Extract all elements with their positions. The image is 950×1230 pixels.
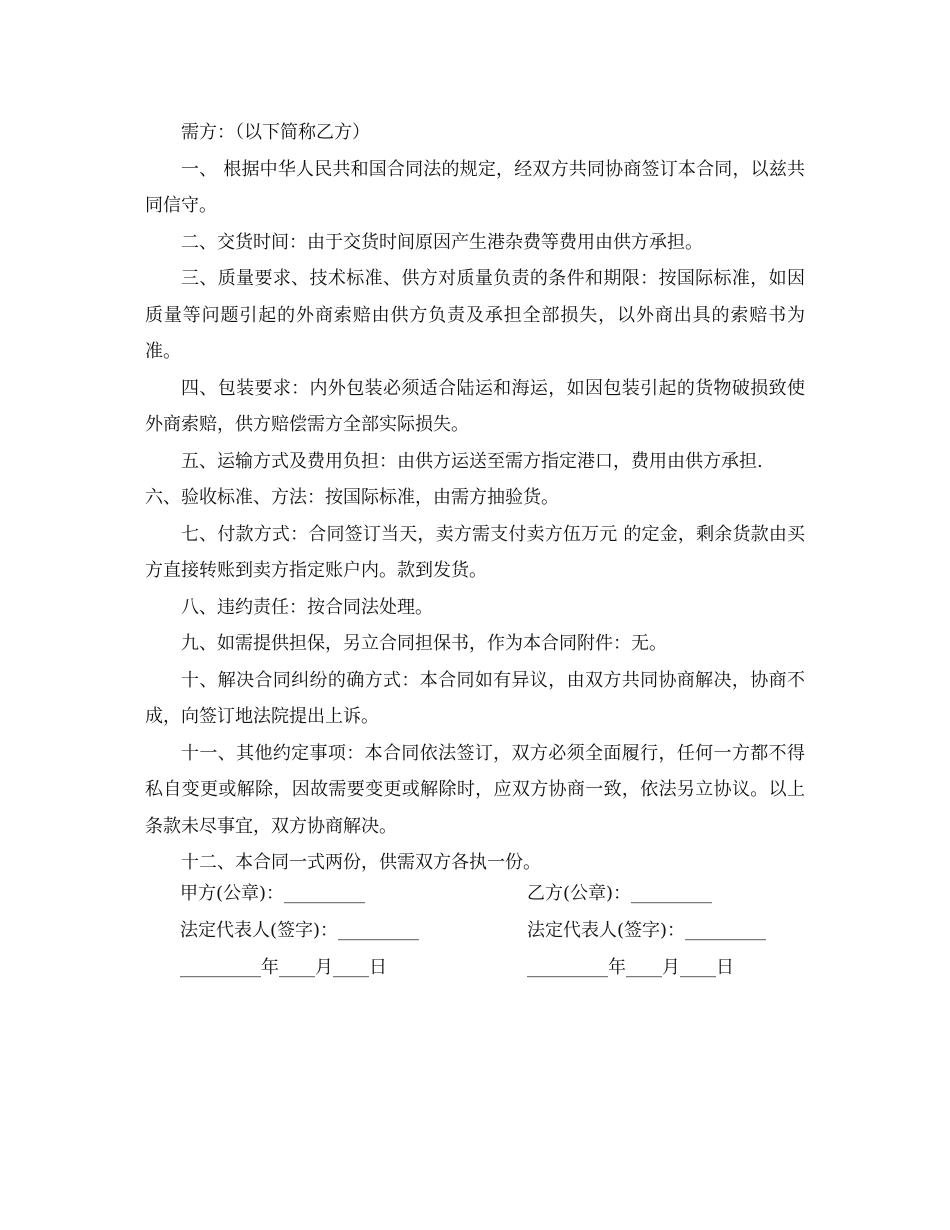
party-a-date: _________年____月____日: [180, 957, 387, 978]
clause-11: 十一、其他约定事项：本合同依法签订，双方必须全面履行，任何一方都不得私自变更或解除，因故需要变更或解除时，应双方协商一致，依法另立协议。以上条款未尽事宜，双方协商解决。: [145, 742, 805, 837]
date-row: [180, 950, 820, 987]
party-b-seal: 乙方(公章)：_________: [527, 883, 713, 904]
clause-7: 七、付款方式：合同签订当天，卖方需支付卖方伍万元 的定金，剩余货款由买方直接转账到卖方指定账户内。款到发货。: [145, 523, 805, 581]
party-b-date: _________年____月____日: [527, 957, 734, 978]
buyer-line: 需方：（以下简称乙方）: [181, 122, 370, 143]
clause-6: 六、验收标准、方法：按国际标准，由需方抽验货。: [145, 487, 559, 508]
clause-10: 十、解决合同纠纷的确方式：本合同如有异议，由双方共同协商解决，协商不成，向签订地法院提出上诉。: [145, 669, 805, 727]
clause-1: 一、 根据中华人民共和国合同法的规定，经双方共同协商签订本合同，以兹共同信守。: [145, 158, 805, 216]
clause-5: 五、运输方式及费用负担：由供方运送至需方指定港口，费用由供方承担.: [181, 450, 763, 472]
representative-row: [180, 913, 820, 950]
clause-8: 八、违约责任：按合同法处理。: [181, 596, 433, 618]
clause-3: 三、质量要求、技术标准、供方对质量负责的条件和期限：按国际标准，如因质量等问题引起的外商索赔由供方负责及承担全部损失，以外商出具的索赔书为准。: [145, 268, 805, 362]
party-a-seal: 甲方(公章)：_________: [180, 883, 366, 904]
party-b-representative: 法定代表人(签字)：_________: [527, 920, 767, 941]
signature-block: [180, 876, 820, 987]
seal-row: [180, 876, 820, 913]
clause-4: 四、包装要求：内外包装必须适合陆运和海运，如因包装引起的货物破损致使外商索赔，供方赔偿需方全部实际损失。: [145, 377, 805, 435]
party-a-representative: 法定代表人(签字)：_________: [180, 920, 420, 941]
contract-body: [145, 115, 805, 882]
clause-2: 二、交货时间：由于交货时间原因产生港杂费等费用由供方承担。: [181, 231, 703, 253]
clause-12: 十二、本合同一式两份，供需双方各执一份。: [181, 852, 541, 873]
clause-9: 九、如需提供担保，另立合同担保书，作为本合同附件：无。: [181, 633, 667, 654]
